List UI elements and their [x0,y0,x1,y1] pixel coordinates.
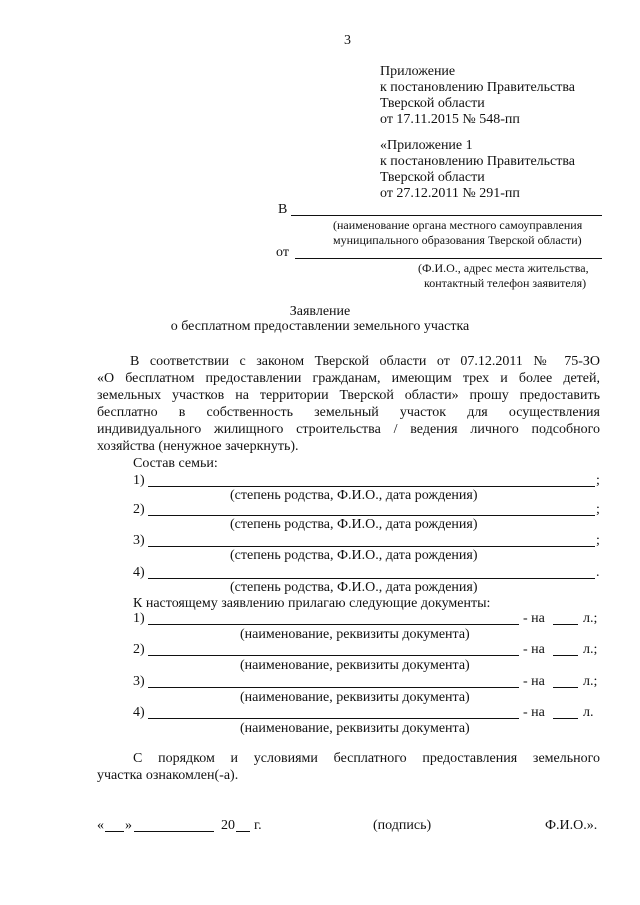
appendix-line: от 27.12.2011 № 291-пп [380,186,520,201]
sheets-field-line[interactable] [553,624,578,625]
document-caption: (наименование, реквизиты документа) [240,721,470,736]
body-line: земельных участков на территории Тверской области» прошу предоставить [97,388,600,403]
sheets-label: л. [583,705,594,720]
family-caption: (степень родства, Ф.И.О., дата рождения) [230,517,478,532]
appendix-line: Тверской области [380,170,485,185]
quote-open: « [97,818,104,833]
family-field-line[interactable] [148,515,595,516]
on-label: - на [523,705,545,720]
appendix-line: к постановлению Правительства [380,154,576,169]
from-prefix: от [276,245,289,260]
item-end: ; [596,502,600,517]
signature-label: (подпись) [373,818,432,833]
appendix-line: к постановлению Правительства [380,80,576,95]
documents-heading: К настоящему заявлению прилагаю следующие документы: [133,596,491,611]
body-line: «О бесплатном предоставлении гражданам, имеющим трех и более детей, [97,371,600,386]
body-line: хозяйства (ненужное зачеркнуть). [97,439,299,454]
family-field-line[interactable] [148,578,595,579]
family-caption: (степень родства, Ф.И.О., дата рождения) [230,548,478,563]
body-line: В соответствии с законом Тверской области от 07.12.2011 № 75-ЗО [130,354,600,369]
acknowledgement-line: С порядком и условиями бесплатного предоставления земельного [133,751,600,766]
from-caption: контактный телефон заявителя) [424,276,587,290]
item-number: 1) [133,611,145,626]
on-label: - на [523,674,545,689]
document-caption: (наименование, реквизиты документа) [240,658,470,673]
year-prefix: 20 [221,818,235,833]
item-end: ; [596,473,600,488]
body-line: бесплатно в собственность земельный участок для осуществления [97,405,600,420]
item-end: . [596,565,600,580]
document-field-line[interactable] [148,655,519,656]
to-caption: муниципального образования Тверской области) [333,233,582,247]
on-label: - на [523,611,545,626]
item-number: 3) [133,533,145,548]
sheets-field-line[interactable] [553,655,578,656]
family-caption: (степень родства, Ф.И.О., дата рождения) [230,580,478,595]
year-field-line[interactable] [236,831,250,832]
appendix-line: Тверской области [380,96,485,111]
sheets-label: л.; [583,674,598,689]
appendix-line: от 17.11.2015 № 548-пп [380,112,520,127]
from-caption: (Ф.И.О., адрес места жительства, [418,261,589,275]
acknowledgement-line: участка ознакомлен(-а). [97,768,239,783]
to-prefix: В [278,202,288,217]
item-number: 1) [133,473,145,488]
item-number: 3) [133,674,145,689]
year-suffix: г. [254,818,262,833]
appendix-line: Приложение [380,64,456,79]
to-field-line[interactable] [291,215,602,216]
item-number: 4) [133,705,145,720]
page-number: 3 [344,33,351,48]
sheets-label: л.; [583,642,598,657]
item-end: ; [596,533,600,548]
on-label: - на [523,642,545,657]
sheets-label: л.; [583,611,598,626]
document-field-line[interactable] [148,718,519,719]
to-caption: (наименование органа местного самоуправления [333,218,583,232]
document-title: Заявление [289,304,351,319]
item-number: 4) [133,565,145,580]
family-caption: (степень родства, Ф.И.О., дата рождения) [230,488,478,503]
quote-close: » [125,818,132,833]
item-number: 2) [133,502,145,517]
family-heading: Состав семьи: [133,456,218,471]
family-field-line[interactable] [148,546,595,547]
from-field-line[interactable] [295,258,602,259]
appendix-line: «Приложение 1 [380,138,473,153]
item-number: 2) [133,642,145,657]
document-caption: (наименование, реквизиты документа) [240,690,470,705]
body-line: индивидуального жилищного строительства / ведения личного подсобного [97,422,600,437]
month-field-line[interactable] [134,831,214,832]
document-subtitle: о бесплатном предоставлении земельного участка [170,319,470,334]
document-field-line[interactable] [148,687,519,688]
name-label: Ф.И.О.». [545,818,598,833]
day-field-line[interactable] [105,831,124,832]
family-field-line[interactable] [148,486,595,487]
sheets-field-line[interactable] [553,687,578,688]
document-field-line[interactable] [148,624,519,625]
sheets-field-line[interactable] [553,718,578,719]
document-caption: (наименование, реквизиты документа) [240,627,470,642]
